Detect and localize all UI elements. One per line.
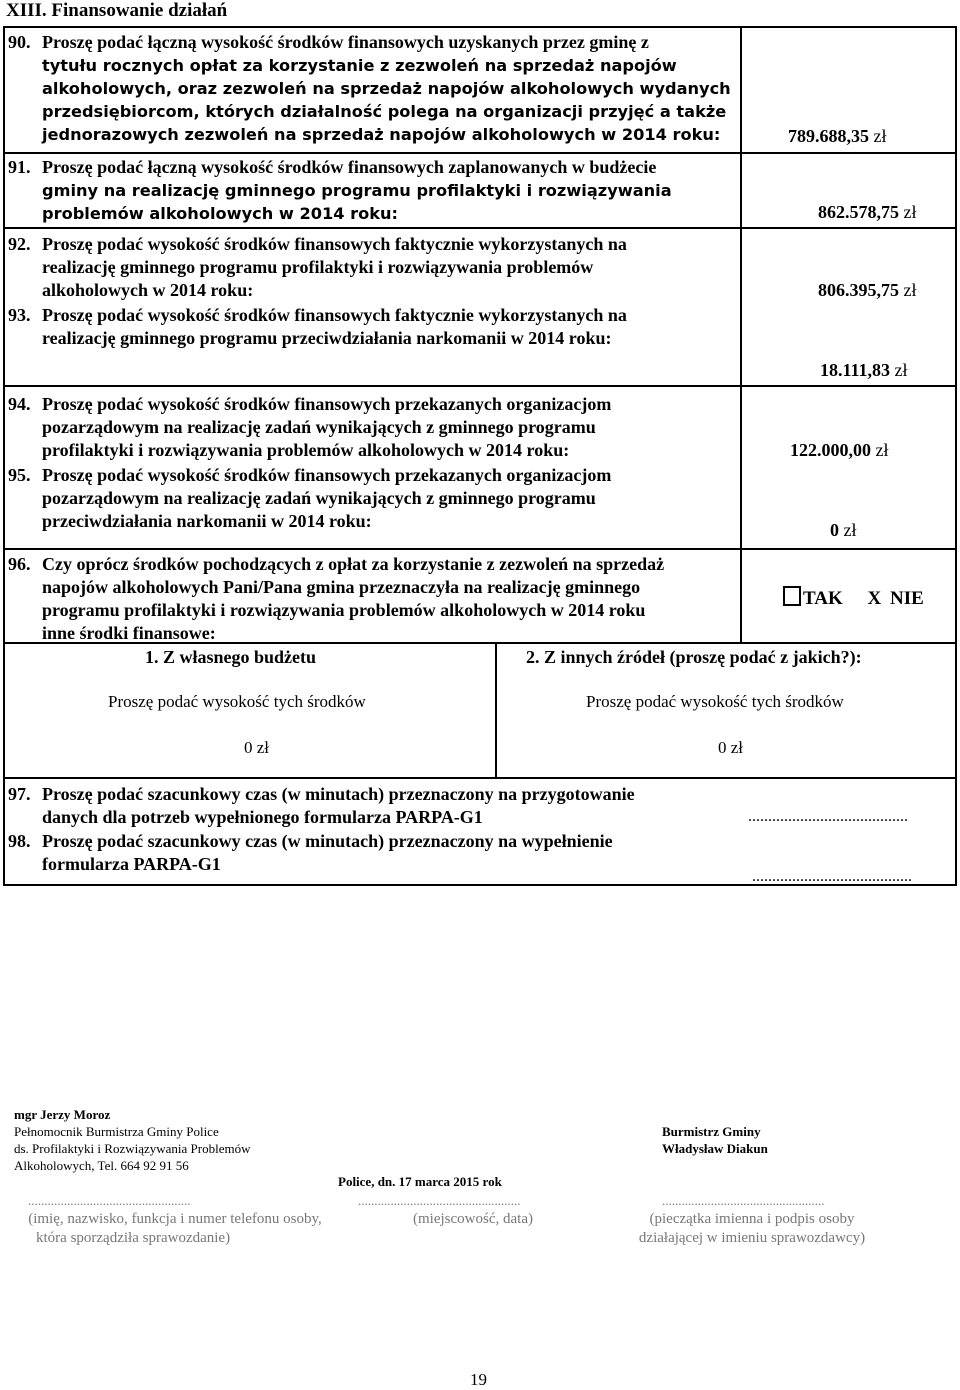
question-text-line: problemów alkoholowych w 2014 roku:	[42, 204, 399, 223]
currency: zł	[903, 280, 917, 300]
caption-line: (miejscowość, data)	[413, 1211, 533, 1227]
option-tak-label: TAK	[803, 588, 843, 609]
question-number: 91.	[8, 157, 31, 177]
question-94	[8, 393, 611, 462]
question-text-line: Proszę podać szacunkowy czas (w minutach) przeznaczony na przygotowanie	[42, 784, 635, 804]
question-text-line: Proszę podać wysokość środków finansowych faktycznie wykorzystanych na	[42, 305, 627, 325]
question-text-line: Proszę podać wysokość środków finansowych przekazanych organizacjom	[42, 394, 612, 414]
separator-93-94	[3, 385, 957, 387]
caption-right	[612, 1210, 892, 1248]
question-92	[8, 233, 627, 302]
page-number: 19	[470, 1370, 487, 1389]
question-text-line: Proszę podać łączną wysokość środków finansowych zaplanowanych w budżecie	[42, 157, 657, 177]
preparer-line: ds. Profilaktyki i Rozwiązywania Problemów	[14, 1141, 251, 1156]
question-text-line: programu profilaktyki i rozwiązywania problemów alkoholowych w 2014 roku	[42, 600, 646, 620]
question-number: 98.	[8, 831, 31, 851]
question-97	[8, 783, 635, 829]
amount-95	[830, 520, 857, 541]
question-text-line: alkoholowych w 2014 roku:	[42, 280, 254, 300]
amount-value: 122.000,00	[790, 440, 871, 460]
question-text-line: Proszę podać wysokość środków finansowych przekazanych organizacjom	[42, 465, 612, 485]
preparer-line: Pełnomocnik Burmistrza Gminy Police	[14, 1124, 219, 1139]
currency: zł	[875, 440, 889, 460]
q96-col2-label: Proszę podać wysokość tych środków	[586, 692, 844, 711]
question-text-line: pozarządowym na realizację zadań wynikających z gminnego programu	[42, 417, 596, 437]
currency: zł	[873, 126, 887, 146]
separator-95-96	[3, 548, 957, 550]
question-95	[8, 464, 611, 533]
question-93	[8, 304, 627, 350]
question-number: 94.	[8, 394, 31, 414]
q96-col2-header: 2. Z innych źródeł (proszę podać z jakich?):	[526, 647, 862, 667]
caption-left	[10, 1210, 340, 1248]
question-text-line: Proszę podać wysokość środków finansowych faktycznie wykorzystanych na	[42, 234, 627, 254]
amount-93	[820, 360, 908, 381]
option-nie-label: NIE	[890, 588, 924, 609]
checkbox-tak[interactable]	[783, 586, 801, 606]
question-number: 95.	[8, 465, 31, 485]
question-number: 93.	[8, 305, 31, 325]
caption-line: (pieczątka imienna i podpis osoby	[649, 1211, 855, 1227]
caption-line: (imię, nazwisko, funkcja i numer telefonu osoby,	[28, 1211, 322, 1227]
preparer-line: Alkoholowych, Tel. 664 92 91 56	[14, 1158, 189, 1173]
question-text-line: napojów alkoholowych Pani/Pana gmina przeznaczyła na realizację gminnego	[42, 577, 641, 597]
dots-middle: ..................................................	[358, 1193, 521, 1208]
caption-middle	[398, 1210, 548, 1229]
mayor-title: Burmistrz Gminy	[662, 1124, 761, 1139]
amount-column-divider	[740, 26, 742, 642]
answer-97[interactable]: ........................................	[748, 808, 908, 825]
q96-col1-header: 1. Z własnego budżetu	[145, 647, 317, 667]
option-nie-mark: X	[867, 588, 882, 609]
question-91	[8, 156, 656, 179]
q96-col1-amount: 0 zł	[244, 738, 270, 757]
question-text-line: gminy na realizację gminnego programu profilaktyki i rozwiązywania	[42, 181, 672, 200]
question-text-line: formularza PARPA-G1	[42, 854, 221, 874]
question-text-line: przedsiębiorcom, których działalność polega na organizacji przyjęć a także	[42, 102, 727, 121]
dots-right: ..................................................	[662, 1193, 825, 1208]
separator-90-91	[3, 152, 957, 154]
question-text-line: realizację gminnego programu przeciwdziałania narkomanii w 2014 roku:	[42, 328, 612, 348]
amount-value: 806.395,75	[818, 280, 899, 300]
separator-table-97	[3, 777, 957, 779]
question-number: 92.	[8, 234, 31, 254]
place-date	[338, 1173, 502, 1190]
amount-value: 789.688,35	[788, 126, 869, 146]
question-text-line: inne środki finansowe:	[42, 623, 216, 643]
question-96	[8, 553, 664, 645]
question-text-line: Proszę podać szacunkowy czas (w minutach) przeznaczony na wypełnienie	[42, 831, 613, 851]
question-text-line: alkoholowych, oraz zezwoleń na sprzedaż napojów alkoholowych wydanych	[42, 79, 731, 98]
question-text-line: danych dla potrzeb wypełnionego formularza PARPA-G1	[42, 807, 483, 827]
question-number: 90.	[8, 32, 31, 52]
question-text-line: jednorazowych zezwoleń na sprzedaż napojów alkoholowych w 2014 roku:	[42, 125, 721, 144]
q96-options	[783, 586, 924, 610]
amount-92	[818, 280, 917, 301]
preparer-block	[14, 1106, 251, 1174]
dots-left: ..................................................	[28, 1193, 191, 1208]
question-90	[8, 31, 649, 54]
place-date-text: Police, dn. 17 marca 2015 rok	[338, 1174, 502, 1189]
question-text-line: pozarządowym na realizację zadań wynikających z gminnego programu	[42, 488, 596, 508]
caption-line: która sporządziła sprawozdanie)	[36, 1230, 231, 1246]
preparer-name: mgr Jerzy Moroz	[14, 1107, 111, 1122]
caption-line: działającej w imieniu sprawozdawcy)	[638, 1230, 866, 1246]
question-text-line: tytułu rocznych opłat za korzystanie z zezwoleń na sprzedaż napojów	[42, 56, 677, 75]
currency: zł	[843, 520, 857, 540]
q96-column-divider	[495, 642, 497, 777]
question-text-line: Proszę podać łączną wysokość środków finansowych uzyskanych przez gminę z	[42, 32, 649, 52]
question-90-cont	[8, 54, 731, 146]
amount-value: 862.578,75	[818, 202, 899, 222]
amount-value: 0	[830, 520, 839, 540]
q96-col1-label: Proszę podać wysokość tych środków	[108, 692, 366, 711]
question-text-line: Czy oprócz środków pochodzących z opłat za korzystanie z zezwoleń na sprzedaż	[42, 554, 665, 574]
q96-col2-amount: 0 zł	[718, 738, 744, 757]
question-text-line: profilaktyki i rozwiązywania problemów alkoholowych w 2014 roku:	[42, 440, 570, 460]
separator-91-92	[3, 227, 957, 229]
question-text-line: przeciwdziałania narkomanii w 2014 roku:	[42, 511, 372, 531]
mayor-name: Władysław Diakun	[662, 1141, 768, 1156]
question-91-cont	[8, 179, 672, 225]
question-number: 96.	[8, 554, 31, 574]
amount-91	[818, 202, 917, 223]
question-number: 97.	[8, 784, 31, 804]
question-text-line: realizację gminnego programu profilaktyki i rozwiązywania problemów	[42, 257, 594, 277]
currency: zł	[894, 360, 908, 380]
section-title: XIII. Finansowanie działań	[6, 0, 228, 21]
amount-94	[790, 440, 889, 461]
currency: zł	[903, 202, 917, 222]
mayor-block	[662, 1123, 768, 1157]
question-98	[8, 830, 613, 876]
amount-90	[788, 126, 887, 147]
amount-value: 18.111,83	[820, 360, 891, 380]
answer-98[interactable]: ........................................	[752, 868, 912, 885]
